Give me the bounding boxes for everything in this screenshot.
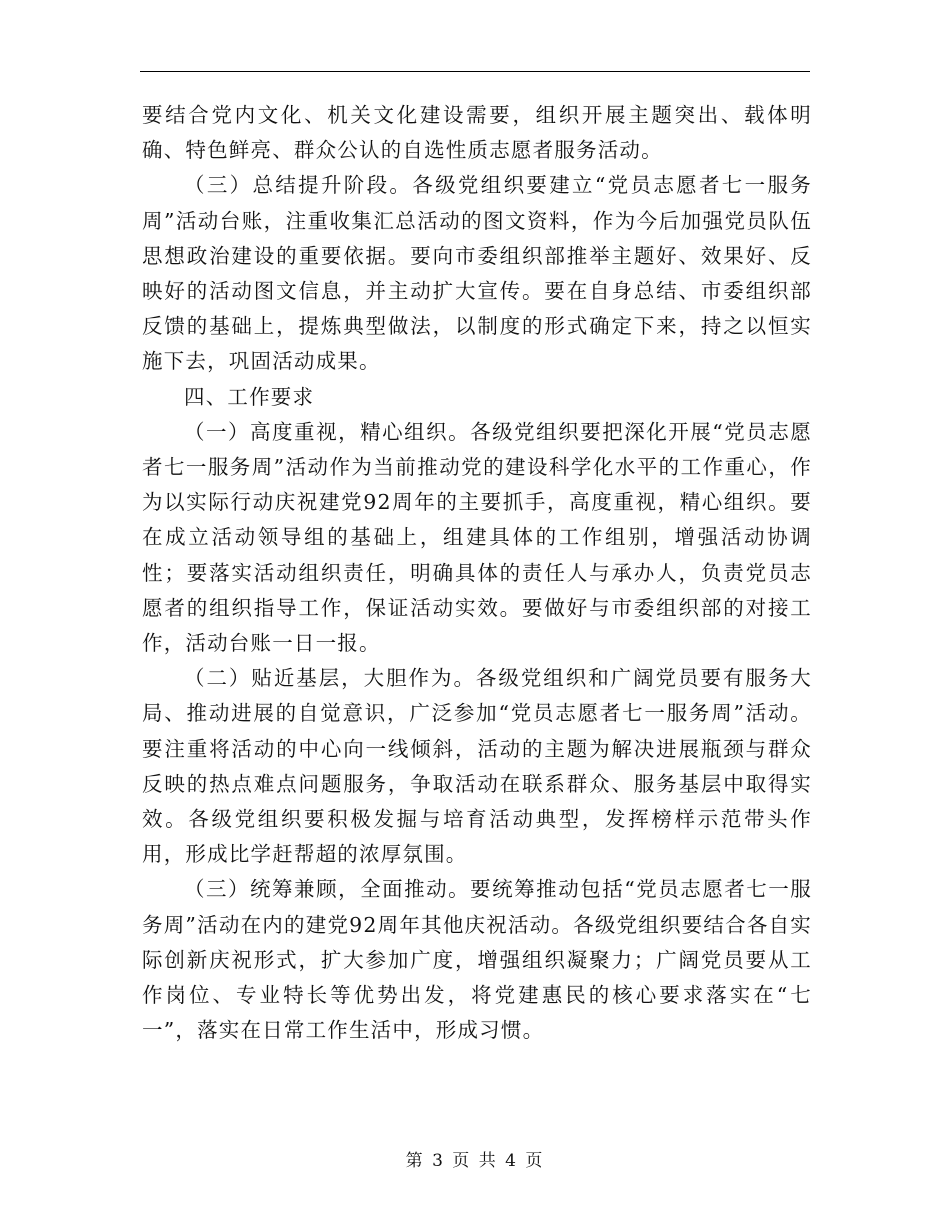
page-number-footer: 第 3 页 共 4 页 <box>405 1151 545 1171</box>
document-body <box>142 98 812 1048</box>
header-rule <box>140 71 810 72</box>
paragraph-requirement-2: （二）贴近基层，大胆作为。各级党组织和广阔党员要有服务大局、推动进展的自觉意识，广泛参加“党员志愿者七一服务周”活动。要注重将活动的中心向一线倾斜，活动的主题为解决进展瓶颈与群众反映的热点难点问题服务，争取活动在联系群众、服务基层中取得实效。各级党组织要积极发掘与培育活动典型，发挥榜样示范带头作用，形成比学赶帮超的浓厚氛围。 <box>142 666 812 867</box>
paragraph-summary-stage: （三）总结提升阶段。各级党组织要建立“党员志愿者七一服务周”活动台账，注重收集汇总活动的图文资料，作为今后加强党员队伍思想政治建设的重要依据。要向市委组织部推举主题好、效果好、反映好的活动图文信息，并主动扩大宣传。要在自身总结、市委组织部反馈的基础上，提炼典型做法，以制度的形式确定下来，持之以恒实施下去，巩固活动成果。 <box>142 173 812 374</box>
paragraph-continuation: 要结合党内文化、机关文化建设需要，组织开展主题突出、载体明确、特色鲜亮、群众公认的自选性质志愿者服务活动。 <box>142 103 812 163</box>
section-heading-work-requirements: 四、工作要求 <box>184 384 315 409</box>
paragraph-requirement-3: （三）统筹兼顾，全面推动。要统筹推动包括“党员志愿者七一服务周”活动在内的建党92周年其他庆祝活动。各级党组织要结合各自实际创新庆祝形式，扩大参加广度，增强组织凝聚力；广阔党员要从工作岗位、专业特长等优势出发，将党建惠民的核心要求落实在“七一”，落实在日常工作生活中，形成习惯。 <box>142 877 812 1043</box>
paragraph-requirement-1: （一）高度重视，精心组织。各级党组织要把深化开展“党员志愿者七一服务周”活动作为当前推动党的建设科学化水平的工作重心，作为以实际行动庆祝建党92周年的主要抓手，高度重视，精心组织。要在成立活动领导组的基础上，组建具体的工作组别，增强活动协调性；要落实活动组织责任，明确具体的责任人与承办人，负责党员志愿者的组织指导工作，保证活动实效。要做好与市委组织部的对接工作，活动台账一日一报。 <box>142 419 812 656</box>
